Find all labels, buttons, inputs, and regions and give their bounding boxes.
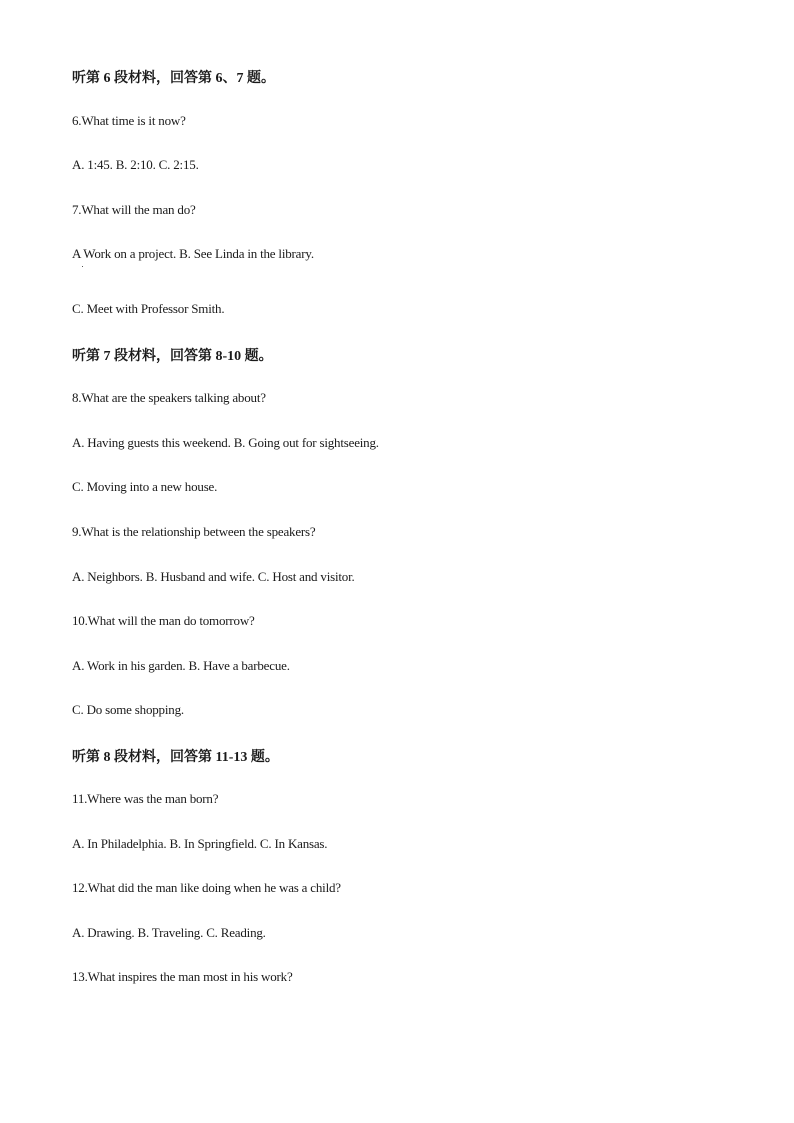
question-7-options-line-2: C. Meet with Professor Smith. (72, 301, 225, 316)
question-7-options-line-1: A Work on a project. B. See Linda in the library. (72, 246, 314, 261)
question-8: 8.What are the speakers talking about? (72, 390, 266, 405)
question-10-options-line-1: A. Work in his garden. B. Have a barbecue. (72, 658, 290, 673)
question-6-options: A. 1:45. B. 2:10. C. 2:15. (72, 157, 199, 172)
question-12-options: A. Drawing. B. Traveling. C. Reading. (72, 925, 266, 940)
question-9: 9.What is the relationship between the speakers? (72, 524, 316, 539)
question-12: 12.What did the man like doing when he was a child? (72, 880, 341, 895)
section-8-heading: 听第 8 段材料，回答第 11-13 题。 (72, 750, 279, 765)
question-10-options-line-2: C. Do some shopping. (72, 702, 184, 717)
section-7-heading: 听第 7 段材料，回答第 8-10 题。 (72, 349, 273, 364)
question-7: 7.What will the man do? (72, 202, 196, 217)
stray-dot-mark (82, 266, 83, 267)
question-13: 13.What inspires the man most in his work? (72, 969, 293, 984)
section-6-heading: 听第 6 段材料，回答第 6、7 题。 (72, 71, 275, 86)
question-11: 11.Where was the man born? (72, 791, 219, 806)
question-11-options: A. In Philadelphia. B. In Springfield. C. In Kansas. (72, 836, 328, 851)
question-9-options: A. Neighbors. B. Husband and wife. C. Host and visitor. (72, 569, 355, 584)
question-10: 10.What will the man do tomorrow? (72, 613, 255, 628)
question-8-options-line-2: C. Moving into a new house. (72, 479, 218, 494)
question-6: 6.What time is it now? (72, 113, 186, 128)
question-8-options-line-1: A. Having guests this weekend. B. Going out for sightseeing. (72, 435, 379, 450)
